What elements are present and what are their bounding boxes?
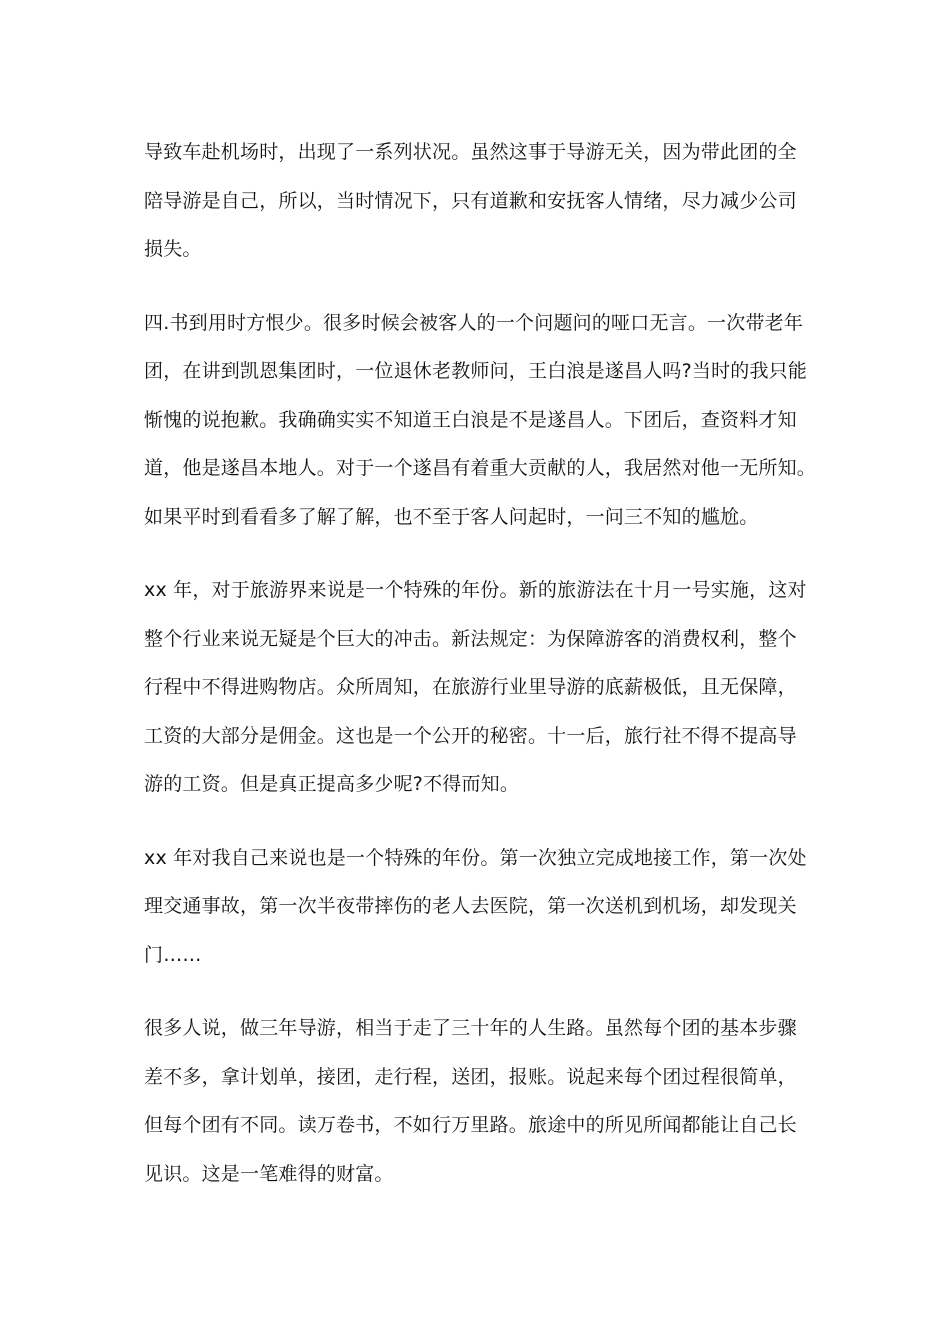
document-body <box>144 128 817 1223</box>
text-line: 如果平时到看看多了解了解，也不至于客人问起时，一问三不知的尴尬。 <box>144 505 759 528</box>
paragraph-4 <box>144 834 808 980</box>
text-line: 四.书到用时方恨少。很多时候会被客人的一个问题问的哑口无言。一次带老年 <box>144 311 804 334</box>
text-line: 行程中不得进购物店。众所周知，在旅游行业里导游的底薪极低，且无保障， <box>144 676 797 698</box>
text-line: 损失。 <box>144 238 202 260</box>
text-line: 团，在讲到凯恩集团时，一位退休老教师问，王白浪是遂昌人吗?当时的我只能 <box>144 360 808 382</box>
text-line: xx 年对我自己来说也是一个特殊的年份。第一次独立完成地接工作，第一次处 <box>144 846 807 869</box>
paragraph-1 <box>144 128 808 274</box>
text-line: 整个行业来说无疑是个巨大的冲击。新法规定：为保障游客的消费权利，整个 <box>144 627 797 650</box>
text-line: 理交通事故，第一次半夜带摔伤的老人去医院，第一次送机到机场，却发现关 <box>144 895 797 917</box>
paragraph-5 <box>144 1004 808 1198</box>
text-line: 道，他是遂昌本地人。对于一个遂昌有着重大贡献的人，我居然对他一无所知。 <box>144 457 817 479</box>
text-line: 陪导游是自己，所以，当时情况下，只有道歉和安抚客人情绪，尽力减少公司 <box>144 189 797 212</box>
text-line: 游的工资。但是真正提高多少呢?不得而知。 <box>144 773 520 795</box>
text-line: 见识。这是一笔难得的财富。 <box>144 1162 394 1185</box>
text-line: 惭愧的说抱歉。我确确实实不知道王白浪是不是遂昌人。下团后，查资料才知 <box>144 408 797 431</box>
paragraph-2 <box>144 299 817 542</box>
text-line: 门…… <box>144 943 202 966</box>
text-line: 但每个团有不同。读万卷书，不如行万里路。旅途中的所见所闻都能让自己长 <box>144 1114 797 1136</box>
text-line: 工资的大部分是佣金。这也是一个公开的秘密。十一后，旅行社不得不提高导 <box>144 724 797 747</box>
text-line: 导致车赴机场时，出现了一系列状况。虽然这事于导游无关，因为带此团的全 <box>144 141 797 163</box>
text-line: 很多人说，做三年导游，相当于走了三十年的人生路。虽然每个团的基本步骤 <box>144 1017 797 1039</box>
text-line: xx 年，对于旅游界来说是一个特殊的年份。新的旅游法在十月一号实施，这对 <box>144 579 807 601</box>
text-line: 差不多，拿计划单，接团，走行程，送团，报账。说起来每个团过程很简单， <box>144 1065 797 1088</box>
paragraph-3 <box>144 566 808 809</box>
